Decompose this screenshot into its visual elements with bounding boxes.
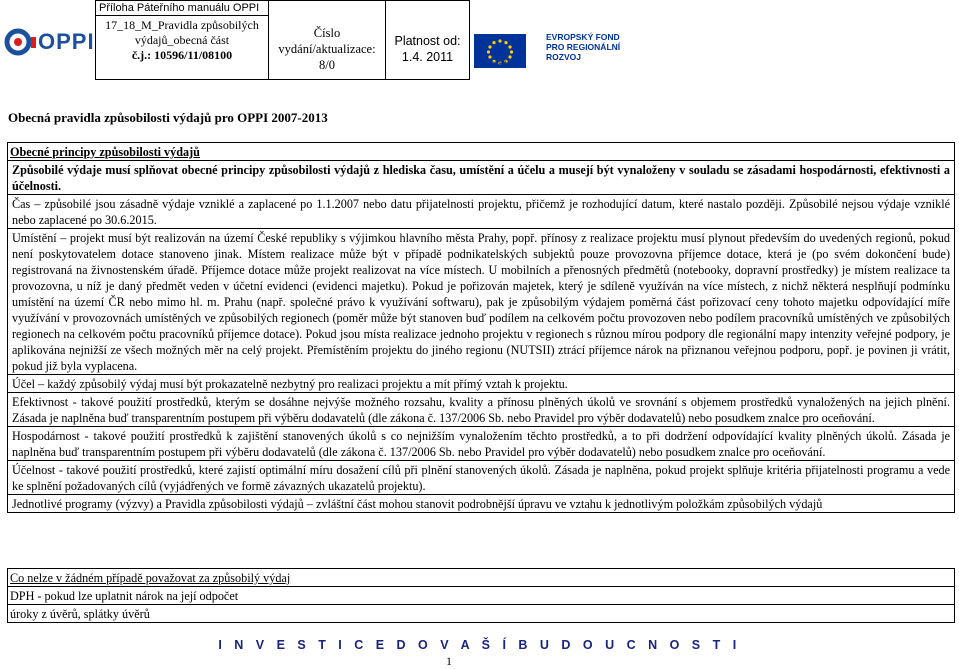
oppi-logo-text: OPPI — [38, 29, 95, 54]
valid-value: 1.4. 2011 — [401, 50, 454, 64]
location-text: Umístění – projekt musí být realizován na území České republiky s výjimkou hlavního města Prahy, popř. přínosy z realizace projektu musí plynout především do uvedených regionů, pokud není poskytovatelem dotace stanoveno jinak. Místem realizace může být v případě podnikatelských subjektů pouze provozovna příjemce dotace, která je (po svém dokončení bude) registrovaná na živnostenském úřadě. Příjemce dotace může projekt realizovat na více místech. U mobilních a přenosných předmětů (notebooky, dopravní prostředky) je místem realizace ta provozovna, u níž je daný předmět veden v účetní evidenci (evidenci majetku). Pokud je pořizován majetek, který je sdíleně využíván na více místech, z nichž některá nesplňují podmínku umístění na území ČR nebo mimo hl. m. Prahu (např. společné právo k využívání softwaru), pak je způsobilým výdajem poměrná část pořizovací ceny tohoto majetku odpovídající míře využívání v provozovnách umístěných ve způsobilých regionech (poměr může být stanoven buď podílem na celkovém počtu provozoven nebo podílem pracovníků umístěných ve způsobilých regionech na celkovém počtu pracovníků příjemce dotace). Pokud jsou místa realizace jednoho projektu v regionech s různou mírou podpory dle regionální mapy intenzity veřejné podpory, je aplikována nejnižší ze všech možných měr na celý projekt. Přemístěním projektu do jiného regionu (NUTSII) ztrácí příjemce nárok na přiznanou veřejnou podporu, popř. je povinen ji vrátit, pokud již byla vyplacena. — [12, 231, 950, 373]
efficiency-text: Efektivnost - takové použití prostředků, kterým se dosáhne nejvýše možného rozsahu, kvality a přínosu plněných úkolů ve srovnání s objemem prostředků vynaložených na jejich plnění. Zásada je naplněna buď transparentním postupem při výběru dodavatelů (dle zákona č. 137/2006 Sb. nebo Pravidel pro výběr dodavatelů) nebo posudkem znalce pro oceňování. — [12, 395, 950, 425]
document-title: Obecná pravidla způsobilosti výdajů pro OPPI 2007-2013 — [8, 110, 328, 125]
principle-text: Způsobilé výdaje musí splňovat obecné principy způsobilosti výdajů z hlediska času, umístění a účelu a musejí být vynaloženy v souladu se zásadami hospodárnosti, efektivnosti a účelnosti. — [12, 163, 950, 193]
doc-code-cell — [95, 15, 269, 80]
ineligible-item-interest — [8, 604, 954, 622]
programs-row — [8, 494, 954, 512]
valid-label: Platnost od: — [394, 34, 461, 48]
version-value: 8/0 — [319, 58, 335, 72]
principles-heading-row — [8, 143, 954, 160]
annex-label: Příloha Páteřního manuálu OPPI — [99, 2, 260, 14]
efficiency-row — [8, 392, 954, 426]
eu-logo — [470, 2, 958, 78]
eu-small-label: EVROPSKÁ UNIE — [474, 62, 524, 68]
ineligible-section — [7, 568, 955, 623]
footer-slogan: I N V E S T I C E D O V A Š Í B U D O U C N O S T I — [218, 638, 741, 652]
time-text: Čas – způsobilé jsou zásadně výdaje vzniklé a zaplacené po 1.1.2007 nebo datu přijatelnosti projektu, přičemž je rozhodující datum, které nastalo později. Způsobilé nejsou výdaje vzniklé nebo zaplacené po 30.6.2015. — [12, 197, 950, 227]
oppi-logo — [4, 22, 94, 62]
purpose-row — [8, 374, 954, 392]
erdf-line-2: PRO REGIONÁLNÍ — [546, 42, 621, 52]
principle-row — [8, 160, 954, 194]
time-row — [8, 194, 954, 228]
ineligible-item-vat — [8, 586, 954, 604]
page-number: 1 — [446, 654, 452, 668]
economy-text: Hospodárnost - takové použití prostředků k zajištění stanovených úkolů s co nejnižším vynaložením těchto prostředků, a to při dodržení odpovídající kvality plněných úkolů. Zásada je naplněna buď transparentním postupem při výběru dodavatelů (dle zákona č. 137/2006 Sb. nebo Pravidel pro výběr dodavatelů) nebo posudkem znalce pro oceňování. — [12, 429, 950, 459]
ineligible-heading-row — [8, 569, 954, 586]
purpose-text: Účel – každý způsobilý výdaj musí být prokazatelně nezbytný pro realizaci projektu a mít přímý vztah k projektu. — [12, 377, 568, 391]
validity-cell — [385, 0, 470, 80]
location-row — [8, 228, 954, 374]
effectiveness-row — [8, 460, 954, 494]
doc-code: 17_18_M_Pravidla způsobilých výdajů_obecná část — [105, 18, 259, 47]
erdf-line-3: ROZVOJ — [546, 52, 581, 62]
erdf-label — [546, 32, 620, 62]
reference-number: č.j.: 10596/11/08100 — [131, 48, 233, 62]
economy-row — [8, 426, 954, 460]
version-label: Číslo vydání/aktualizace: — [278, 26, 376, 56]
ineligible-item-vat-text: DPH - pokud lze uplatnit nárok na její odpočet — [10, 589, 239, 603]
principles-heading: Obecné principy způsobilosti výdajů — [10, 145, 200, 159]
principles-section — [7, 142, 955, 513]
erdf-line-1: EVROPSKÝ FOND — [546, 32, 620, 42]
programs-text: Jednotlivé programy (výzvy) a Pravidla způsobilosti výdajů – zvláštní část mohou stanovit podrobnější úpravu ve vztahu k jednotlivým položkám způsobilých výdajů — [12, 497, 823, 511]
version-cell — [268, 0, 386, 80]
ineligible-item-interest-text: úroky z úvěrů, splátky úvěrů — [10, 607, 150, 621]
ineligible-heading: Co nelze v žádném případě považovat za způsobilý výdaj — [10, 571, 291, 585]
document-header — [0, 0, 959, 80]
annex-label-cell — [95, 0, 269, 16]
effectiveness-text: Účelnost - takové použití prostředků, které zajistí optimální míru dosažení cílů při plnění stanovených úkolů. Zásada je naplněna, pokud projekt splňuje kritéria přijatelnosti programu a vede ke splnění požadovaných cílů (vyjádřených ve formě závazných ukazatelů projektu). — [12, 463, 950, 493]
